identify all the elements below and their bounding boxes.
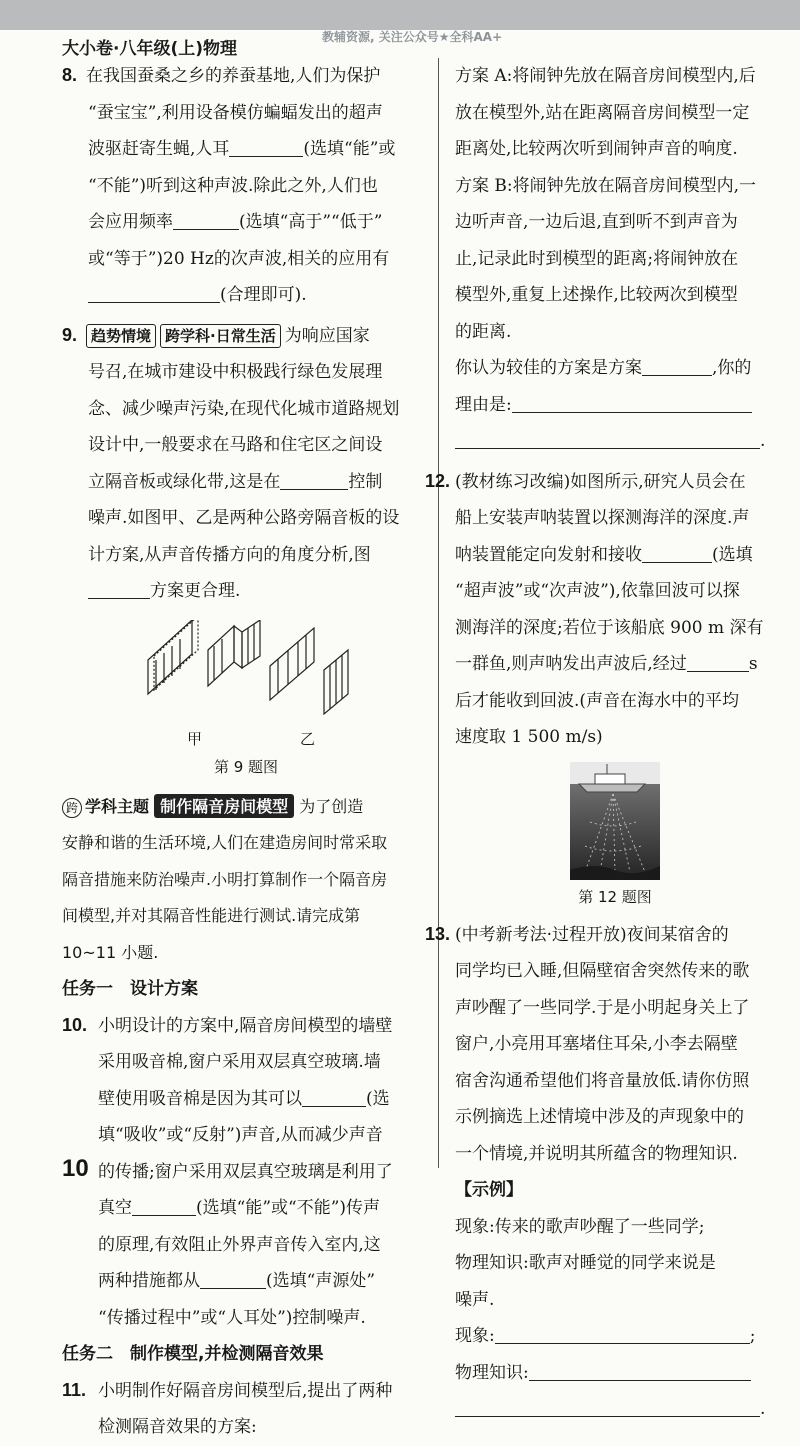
answer-blank[interactable]	[88, 280, 220, 303]
question-11-continued: 方案 A:将闹钟先放在隔音房间模型内,后 放在模型外,站在距离隔音房间模型一定 距离处,比较两次听到闹钟声音的响度. 方案 B:将闹钟先放在隔音房间模型内,一 边听声音,一边后退,直到听不到声音为 止,记录此时到模型的距离;将闹钟放在 模型外,重复上述操作,比较两次到模型 的距离. 你认为较佳的方案是方案 ,你的 理由是: .	[455, 66, 766, 451]
theme-banner: 制作隔音房间模型	[154, 794, 294, 818]
answer-blank[interactable]	[455, 426, 760, 449]
sonar-ship-figure	[455, 762, 775, 880]
barrier-c	[270, 628, 314, 700]
example-heading: 【示例】	[455, 1180, 523, 1200]
question-13: 13. (中考新考法·过程开放)夜间某宿舍的 同学均已入睡,但隔壁宿舍突然传来的歌 声吵醒了一些同学.于是小明起身关上了 窗户,小亮用耳塞堵住耳朵,小李去隔壁 宿舍沟通希望他们将音量放低.请你仿照 示例摘选上述情境中涉及的声现象中的 一个情境,并说明其所蕴含的物理知识. 【示例】 现象:传来的歌声吵醒了一些同学; 物理知识:歌声对睡觉的同学来说是 噪声. 现象: ; 物理知识: .	[455, 917, 775, 1428]
answer-blank[interactable]	[88, 576, 150, 599]
question-number: 13.	[425, 923, 451, 944]
question-number: 9.	[62, 324, 78, 345]
question-number: 8.	[62, 65, 78, 85]
tag-trend: 趋势情境	[86, 324, 156, 348]
answer-blank[interactable]	[642, 353, 712, 376]
answer-blank[interactable]	[200, 1266, 266, 1289]
answer-blank[interactable]	[229, 134, 303, 157]
answer-blank[interactable]	[455, 1394, 760, 1417]
barrier-b	[208, 620, 260, 686]
answer-blank[interactable]	[687, 649, 749, 672]
theme-circle: 跨	[62, 798, 82, 818]
answer-blank[interactable]	[280, 467, 348, 490]
question-number: 10.	[62, 1014, 88, 1035]
knowledge-answer-blank[interactable]	[529, 1358, 751, 1381]
figure-caption: 第 9 题图	[213, 757, 279, 776]
barrier-d	[324, 650, 348, 714]
question-number: 12.	[425, 470, 451, 491]
question-12: 12. (教材练习改编)如图所示,研究人员会在 船上安装声呐装置以探测海洋的深度.声 呐装置能定向发射和接收 (选填 “超声波”或“次声波”),依靠回波可以探 测海洋的深度;若位于该船底 900 m 深有 一群鱼,则声呐发出声波后,经过 s 后才能收到回波.(声音在海水中的平均 速度取 1 500 m/s) 第 12 题图	[455, 464, 775, 907]
scan-top-bar	[0, 0, 800, 30]
barrier-a	[148, 620, 198, 694]
right-column	[425, 58, 775, 1428]
task-one-heading: 任务一 设计方案	[62, 979, 198, 999]
page-number: 10	[62, 1155, 89, 1182]
question-number: 11.	[62, 1379, 87, 1400]
answer-blank[interactable]	[132, 1193, 196, 1216]
figure-label-b: 乙	[300, 729, 316, 748]
phenomenon-answer-blank[interactable]	[495, 1321, 750, 1344]
left-column	[62, 58, 430, 1446]
answer-blank[interactable]	[642, 540, 712, 563]
figure-caption: 第 12 题图	[578, 887, 652, 906]
tag-crosssubject: 跨学科·日常生活	[160, 324, 281, 348]
question-9: 9. 趋势情境 跨学科·日常生活 为响应国家 号召,在城市建设中积极践行绿色发展理 念、减少噪声污染,在现代化城市道路规划 设计中,一般要求在马路和住宅区之间设 立隔音板或绿化带,这是在 控制 噪声.如图甲、乙是两种公路旁隔音板的设 计方案,从声音传播方向的角度分析,图 方案更合理. 甲 乙 第 9 题图	[62, 318, 430, 777]
figure-label-a: 甲	[187, 729, 203, 748]
question-10: 10. 小明设计的方案中,隔音房间模型的墙壁 采用吸音棉,窗户采用双层真空玻璃.墙 壁使用吸音棉是因为其可以 (选 填“吸收”或“反射”)声音,从而减少声音 的传播;窗户采用双层真空玻璃是利用了 真空 (选填“能”或“不能”)传声 的原理,有效阻止外界声音传入室内,这 两种措施都从 (选填“声源处” “传播过程中”或“人耳处”)控制噪声.	[62, 1014, 393, 1328]
header-title: 大小卷·八年级(上)物理	[62, 39, 237, 59]
column-divider	[438, 58, 439, 1168]
question-8: 8. 在我国蚕桑之乡的养蚕基地,人们为保护 “蚕宝宝”,利用设备模仿蝙蝠发出的超声 波驱赶寄生蝇,人耳 (选填“能”或 “不能”)听到这种声波.除此之外,人们也 会应用频率 (选填“高于”“低于” 或“等于”)20 Hz的次声波,相关的应用有 (合理即可).	[62, 65, 396, 305]
noise-barrier-figure	[62, 620, 430, 728]
watermark: 教辅资源, 关注公众号★全科AA+	[322, 30, 503, 44]
question-11-start: 11. 小明制作好隔音房间模型后,提出了两种 检测隔音效果的方案:	[62, 1379, 393, 1437]
task-two-heading: 任务二 制作模型,并检测隔音效果	[62, 1344, 324, 1364]
answer-blank[interactable]	[512, 390, 752, 413]
theme-label: 学科主题	[85, 796, 150, 816]
answer-blank[interactable]	[173, 207, 239, 230]
theme-section: 跨 学科主题 制作隔音房间模型 为了创造 安静和谐的生活环境,人们在建造房间时常采取 隔音措施来防治噪声.小明打算制作一个隔音房 间模型,并对其隔音性能进行测试.请完成第 10~11 小题.	[62, 789, 430, 972]
answer-blank[interactable]	[302, 1084, 366, 1107]
